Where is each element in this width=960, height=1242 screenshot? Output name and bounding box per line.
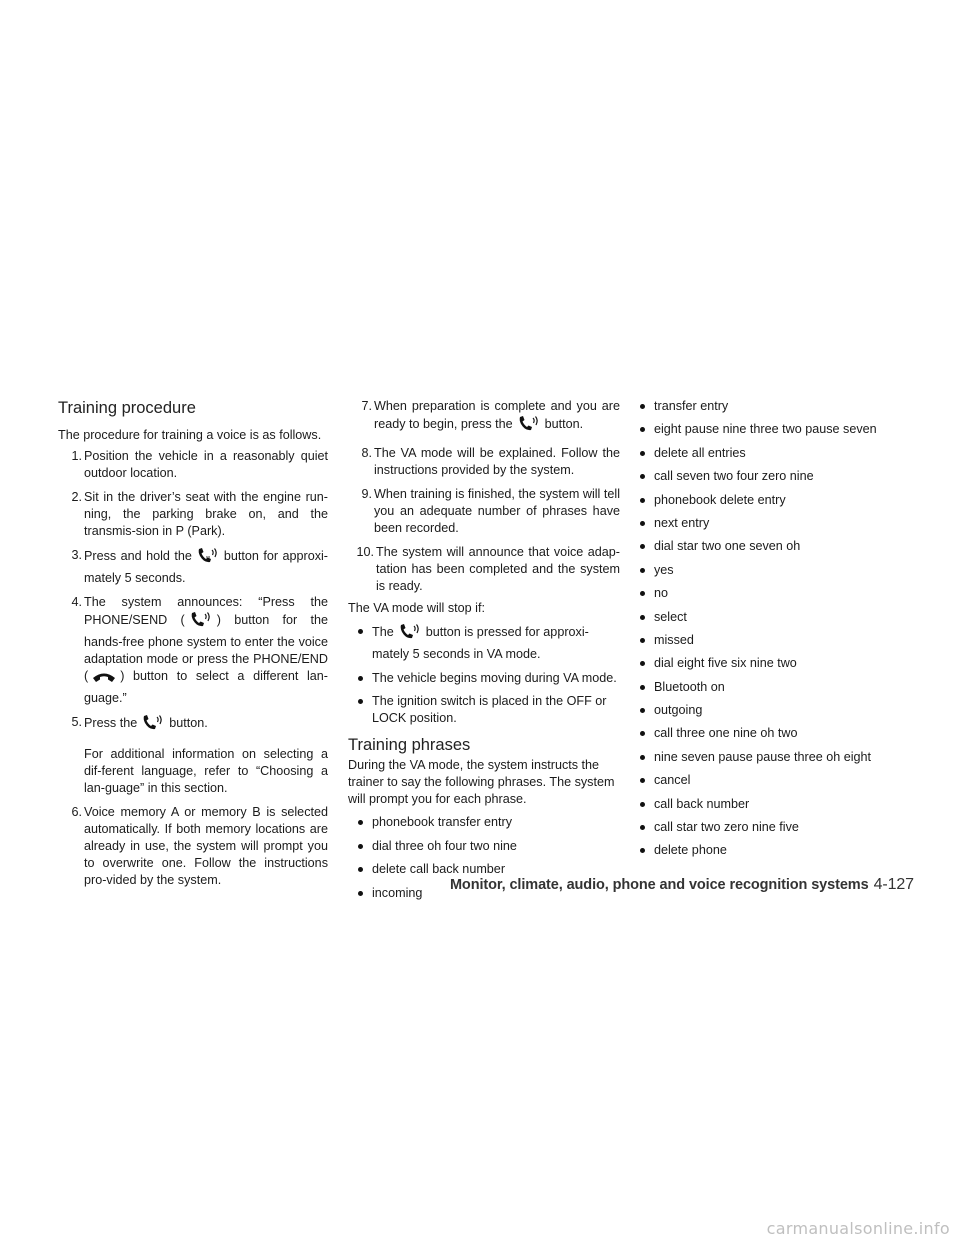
phone-talk-icon xyxy=(516,415,542,438)
phrase-item: incoming xyxy=(348,885,620,902)
step-6: 6. Voice memory A or memory B is selected automatically. If both memory locations are already in use, the system will prompt you to overwrite one. Follow the instructions pro-vided by the system. xyxy=(71,805,328,887)
chapter-title: Monitor, climate, audio, phone and voice recognition systems xyxy=(449,877,869,893)
phrase-item: eight pause nine three two pause seven xyxy=(638,421,908,438)
watermark[interactable]: carmanualsonline.info xyxy=(766,1219,950,1238)
svg-text:w: w xyxy=(205,555,210,561)
stop-intro: The VA mode will stop if: xyxy=(348,601,485,615)
phone-talk-icon xyxy=(140,714,166,737)
phrase-item: yes xyxy=(638,562,908,579)
phrase-item: call back number xyxy=(638,796,908,813)
stop-item: The vehicle begins moving during VA mode. xyxy=(348,670,620,687)
bullet-dot xyxy=(358,676,363,681)
phrase-item: cancel xyxy=(638,772,908,789)
phrase-item: Bluetooth on xyxy=(638,679,908,696)
phrase-item: delete all entries xyxy=(638,445,908,462)
phrase-item: call star two zero nine five xyxy=(638,819,908,836)
intro-text: The procedure for training a voice is as follows. xyxy=(58,428,322,442)
step-9: 9. When training is finished, the system will tell you an adequate number of phrases have been recorded. xyxy=(361,487,620,535)
phrase-item: nine seven pause pause three oh eight xyxy=(638,749,908,766)
step-8: 8. The VA mode will be explained. Follow the instructions provided by the system. xyxy=(361,446,620,477)
bullet-dot xyxy=(358,629,363,634)
phrases-intro: During the VA mode, the system instructs the trainer to say the following phrases. The system will prompt you for each phrase. xyxy=(348,758,615,806)
phrase-item: no xyxy=(638,585,908,602)
phrase-item: phonebook delete entry xyxy=(638,492,908,509)
phrase-item: transfer entry xyxy=(638,398,908,415)
step-4: 4. The system announces: “Press the PHONE/SEND ( ) button for the hands-free phone system to enter the voice adaptation mode or press the PHONE/END ( ) button to select a different lan-guage.” xyxy=(71,595,328,705)
phrase-item: select xyxy=(638,609,908,626)
stop-item: The button is pressed for approxi-mately 5 seconds in VA mode. xyxy=(348,623,620,663)
phrase-item: delete phone xyxy=(638,842,908,859)
step-7: 7. When preparation is complete and you are ready to begin, press the button. xyxy=(348,398,620,438)
step-5-note: For additional information on selecting a dif-ferent language, refer to “Choosing a lan-guage” in this section. xyxy=(84,747,328,795)
phrase-item: outgoing xyxy=(638,702,908,719)
step-1: 1. Position the vehicle in a reasonably quiet outdoor location. xyxy=(71,449,328,480)
column-3 xyxy=(638,398,908,866)
column-2 xyxy=(348,398,620,908)
phrase-item: phonebook transfer entry xyxy=(348,814,620,831)
phrase-item: dial star two one seven oh xyxy=(638,538,908,555)
phone-talk-icon xyxy=(188,611,214,634)
column-1 xyxy=(58,398,328,896)
phrase-item: dial eight five six nine two xyxy=(638,655,908,672)
phone-talk-icon xyxy=(195,547,221,570)
phone-end-icon xyxy=(91,669,117,690)
section-title-training-phrases: Training phrases xyxy=(348,736,471,754)
stop-item: The ignition switch is placed in the OFF or LOCK position. xyxy=(348,693,620,727)
section-title-training-procedure: Training procedure xyxy=(58,399,196,417)
phrase-item: call seven two four zero nine xyxy=(638,468,908,485)
step-2: 2. Sit in the driver’s seat with the engine run-ning, the parking brake on, and the transmis-sion in P (Park). xyxy=(71,490,328,538)
bullet-dot xyxy=(358,699,363,704)
page-footer xyxy=(450,876,914,894)
phone-talk-icon xyxy=(397,623,423,646)
step-3: 3. Press and hold the w button for approxi-mately 5 seconds. xyxy=(71,548,328,585)
page-number: 4-127 xyxy=(873,876,914,893)
step-5: 5. Press the button. For additional information on selecting a dif-ferent language, refer to “Choosing a lan-guage” in this section. xyxy=(71,715,328,795)
step-10: 10. The system will announce that voice adap-tation has been completed and the system is ready. xyxy=(356,545,620,593)
phrase-item: call three one nine oh two xyxy=(638,725,908,742)
phrase-item: delete call back number xyxy=(348,861,620,878)
phrase-item: missed xyxy=(638,632,908,649)
phrase-item: next entry xyxy=(638,515,908,532)
phrase-item: dial three oh four two nine xyxy=(348,838,620,855)
